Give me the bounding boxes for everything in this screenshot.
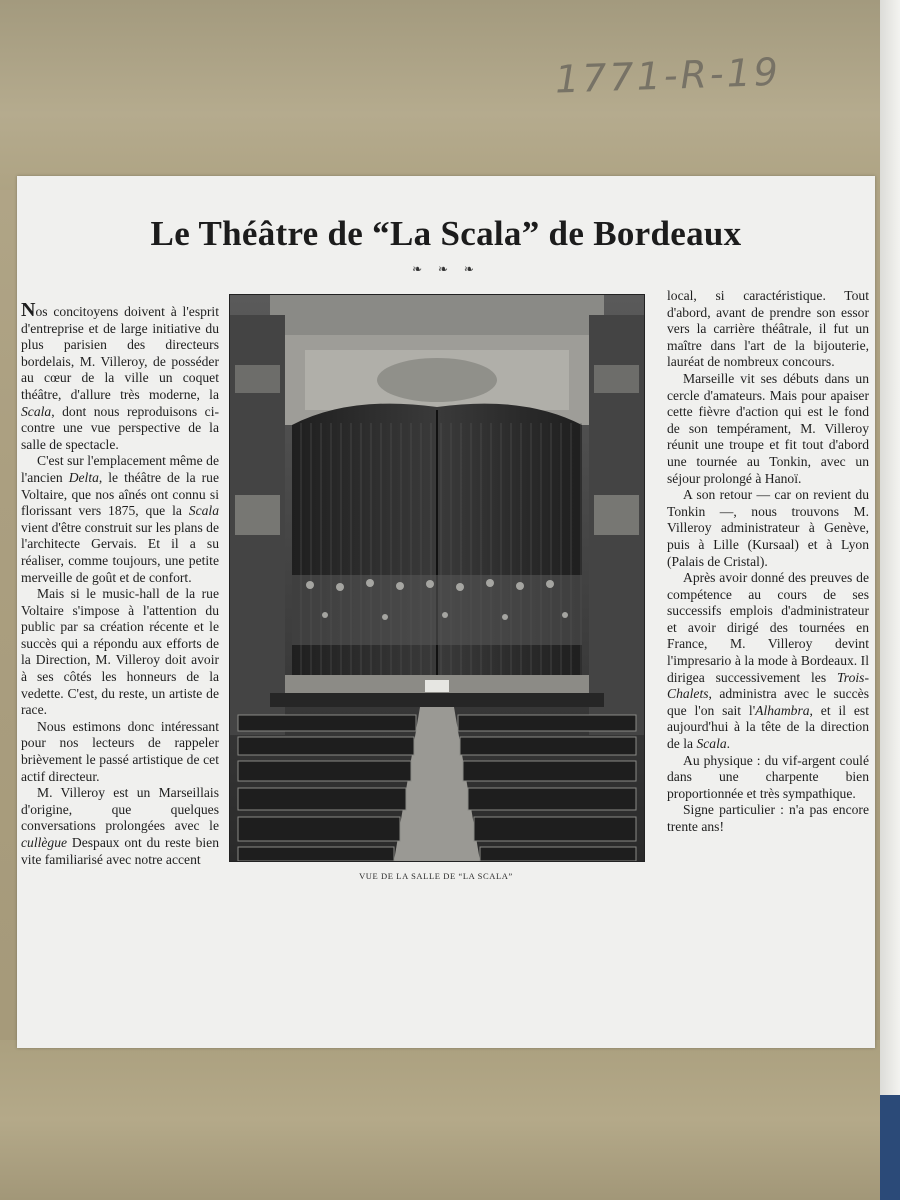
archive-pencil-mark: 1771-R-19	[554, 49, 782, 102]
left-column	[21, 299, 219, 868]
italic-text: Scala	[21, 403, 52, 419]
right-column	[667, 288, 869, 836]
paragraph: Mais si le music-hall de la rue Voltaire s'impose à l'attention du public par sa création récente et le succès qui a répondu aux efforts de la Direction, M. Villeroy doit avoir à ses côtés les honneurs de la vedette. C'est, du reste, un artiste de race.	[21, 586, 219, 718]
text: , dont nous reproduisons ci-contre une vue perspective de la salle de spectacle.	[21, 403, 219, 452]
text: , et il est aujourd'hui à la tête de la direction de la	[667, 702, 869, 752]
theatre-hall-photo	[229, 294, 645, 862]
photo-caption: VUE DE LA SALLE DE “LA SCALA”	[359, 871, 513, 881]
italic-text: Trois-Chalets	[667, 669, 869, 702]
text: vient d'être construit sur les plans de l'architecte Gervais. Et il a su réaliser, comme toujours, une petite merveille de goût et de confort.	[21, 519, 219, 585]
paragraph	[21, 453, 219, 586]
wrapper-top-band	[0, 0, 880, 190]
italic-text: Scala	[188, 503, 219, 519]
text: Après avoir donné des preuves de compétence au cours de ses successifs emplois d'administrateur et avoir dirigé des tournées en France, M. Villeroy devint l'impresario à la mode à Bordeaux. Il dirigea successivement les	[667, 570, 869, 685]
italic-text: Alhambra	[755, 702, 810, 718]
article-title: Le Théâtre de “La Scala” de Bordeaux	[150, 214, 742, 253]
newspaper-clipping	[17, 176, 875, 1048]
text: M. Villeroy est un Marseillais d'origine, que quelques conversations prolongées avec le	[21, 785, 219, 834]
paragraph	[667, 570, 869, 753]
background-edge	[880, 0, 900, 1200]
italic-text: Delta	[68, 469, 99, 485]
text: , administra avec le succès que l'on sait l'	[667, 686, 869, 718]
paragraph	[21, 299, 219, 453]
paragraph: Marseille vit ses débuts dans un cercle d'amateurs. Mais pour apaiser cette fièvre d'action qui est le fond de son tempérament, M. Villeroy réunit une troupe et fit tout d'abord une tournée au Tonkin, avec un séjour prolongé à Hanoï.	[667, 370, 869, 486]
paragraph: local, si caractéristique. Tout d'abord, avant de prendre son essor vers la carrière théâtrale, il fut un maître dans l'art de la bijouterie, lauréat de nombreux concours.	[667, 288, 869, 370]
paragraph: Au physique : du vif-argent coulé dans une charpente bien proportionnée et très sympathique.	[667, 752, 869, 801]
paragraph: A son retour — car on revient du Tonkin —, nous trouvons M. Villeroy administrateur à Genève, puis à Lille (Kursaal) et à Lyon (Palais de Cristal).	[667, 487, 869, 569]
drop-cap: N	[21, 299, 36, 321]
italic-text: cullègue	[21, 835, 68, 850]
italic-text: Scala	[696, 736, 727, 752]
paragraph	[21, 785, 219, 868]
theatre-illustration	[230, 295, 644, 861]
text: C'est sur l'emplacement même de l'ancien	[21, 453, 219, 485]
paragraph: Nous estimons donc intéressant pour nos lecteurs de rappeler brièvement le passé artistique de cet actif directeur.	[21, 718, 219, 784]
text: Despaux ont du reste bien vite familiarisé avec notre accent	[21, 835, 219, 867]
text: , le théâtre de la rue Voltaire, que nos aînés ont connu si florissant vers 1875, que la	[21, 469, 219, 519]
title-ornament: ❧ ❧ ❧	[412, 262, 480, 276]
text: .	[726, 736, 731, 752]
text: os concitoyens doivent à l'esprit d'entreprise et de large initiative du plus parisien des directeurs bordelais, M. Villeroy, de posséder au cœur de la ville un coquet théâtre, d'allure très moderne, la	[21, 304, 219, 402]
wrapper-bottom-band	[0, 1040, 880, 1200]
paragraph: Signe particulier : n'a pas encore trente ans!	[667, 802, 869, 834]
